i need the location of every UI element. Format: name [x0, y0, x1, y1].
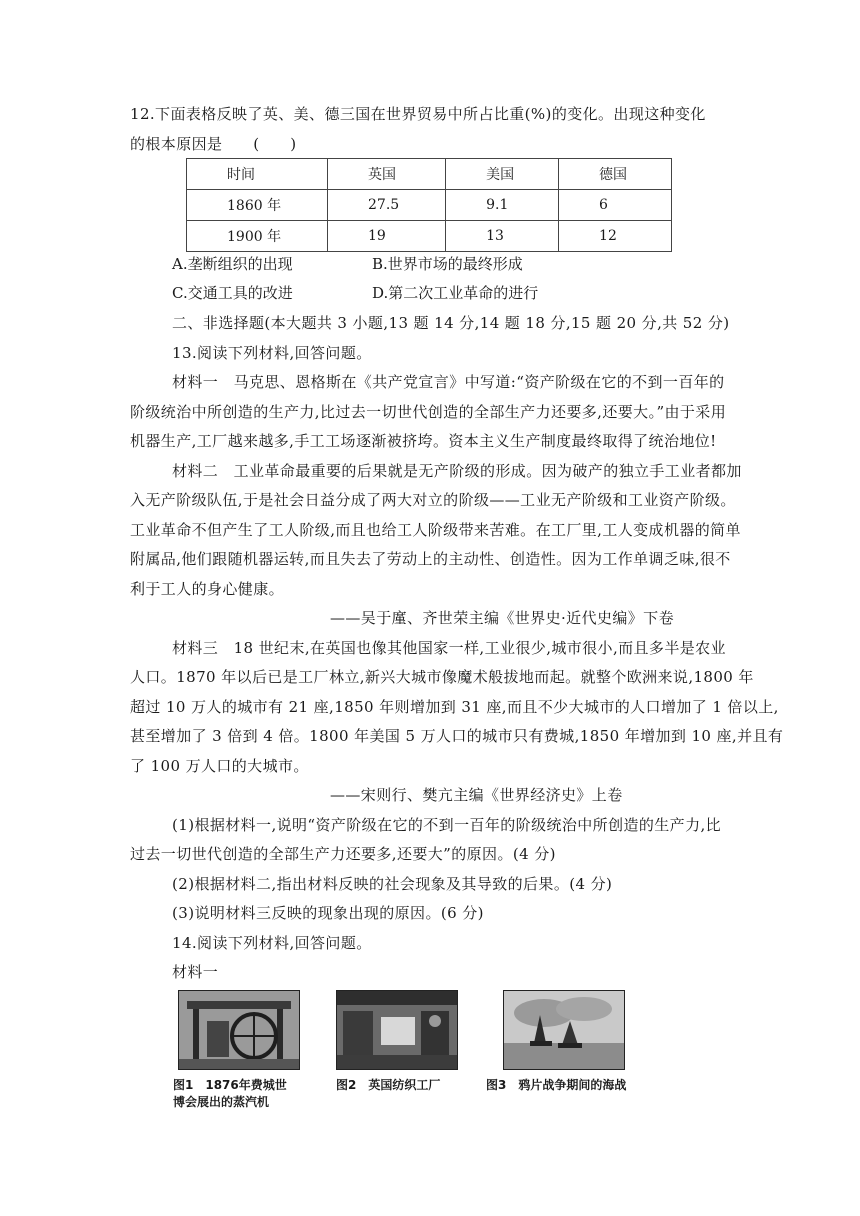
- table-header-cell: 美国: [446, 159, 559, 190]
- q13-material-2-line: 材料二 工业革命最重要的后果就是无产阶级的形成。因为破产的独立手工业者都加: [172, 462, 742, 480]
- figure-1-caption-line-2: 博会展出的蒸汽机: [173, 1095, 270, 1109]
- table-cell: 1900 年: [187, 221, 328, 252]
- q14-material-1-label: 材料一: [172, 963, 219, 981]
- q14-title: 14.阅读下列材料,回答问题。: [172, 934, 372, 952]
- figure-2-caption-line-1: 图2 英国纺织工厂: [336, 1078, 441, 1092]
- table-header-cell: 时间: [187, 159, 328, 190]
- option-b: B.世界市场的最终形成: [372, 255, 523, 273]
- table-cell: 27.5: [328, 190, 446, 221]
- q13-material-2-line: 附属品,他们跟随机器运转,而且失去了劳动上的主动性、创造性。因为工作单调乏味,很不: [130, 550, 731, 568]
- table-cell: 13: [446, 221, 559, 252]
- table-cell: 9.1: [446, 190, 559, 221]
- q13-title: 13.阅读下列材料,回答问题。: [172, 344, 372, 362]
- q13-material-3-line: 材料三 18 世纪末,在英国也像其他国家一样,工业很少,城市很小,而且多半是农业: [172, 639, 726, 657]
- naval-battle-image: [503, 990, 625, 1070]
- option-a: A.垄断组织的出现: [172, 255, 293, 273]
- steam-engine-image: [178, 990, 300, 1070]
- table-header-cell: 德国: [559, 159, 672, 190]
- q12-stem-line-2: 的根本原因是 ( ): [130, 135, 297, 153]
- q13-question-line: (1)根据材料一,说明“资产阶级在它的不到一百年的阶级统治中所创造的生产力,比: [172, 816, 722, 834]
- q13-material-1-line: 材料一 马克思、恩格斯在《共产党宣言》中写道:“资产阶级在它的不到一百年的: [172, 373, 725, 391]
- q13-material-2-line: 工业革命不但产生了工人阶级,而且也给工人阶级带来苦难。在工厂里,工人变成机器的简单: [130, 521, 741, 539]
- figure-3-caption-line-1: 图3 鸦片战争期间的海战: [486, 1078, 627, 1092]
- q12-options-row-2: [172, 283, 572, 303]
- q13-material-1-line: 阶级统治中所创造的生产力,比过去一切世代创造的全部生产力还要多,还要大。”由于采用: [130, 403, 727, 421]
- q13-material-2-line: 入无产阶级队伍,于是社会日益分成了两大对立的阶级——工业无产阶级和工业资产阶级。: [130, 491, 736, 509]
- q13-material-3-line: 人口。1870 年以后已是工厂林立,新兴大城市像魔术般拔地而起。就整个欧洲来说,1800 年: [130, 668, 754, 686]
- section-heading: 二、非选择题(本大题共 3 小题,13 题 14 分,14 题 18 分,15 题 20 分,共 52 分): [172, 314, 730, 332]
- figure-1-caption: [173, 1077, 287, 1111]
- trade-share-table: [186, 158, 672, 252]
- q12-stem-line-1: 12.下面表格反映了英、美、德三国在世界贸易中所占比重(%)的变化。出现这种变化: [130, 105, 706, 123]
- q13-question-line: (2)根据材料二,指出材料反映的社会现象及其导致的后果。(4 分): [172, 875, 613, 893]
- table-header-row: [187, 159, 672, 190]
- table-row: [187, 221, 672, 252]
- q13-material-2-line: 利于工人的身心健康。: [130, 580, 285, 598]
- q12-options-row-1: [172, 254, 572, 274]
- figure-1-caption-line-1: 图1 1876年费城世: [173, 1078, 287, 1092]
- table-cell: 6: [559, 190, 672, 221]
- table-cell: 12: [559, 221, 672, 252]
- q13-material-3-line: 超过 10 万人的城市有 21 座,1850 年则增加到 31 座,而且不少大城市的人口增加了 1 倍以上,: [130, 698, 779, 716]
- table-row: [187, 190, 672, 221]
- q13-material-3-line: 甚至增加了 3 倍到 4 倍。1800 年美国 5 万人口的城市只有费城,1850 年增加到 10 座,并且有: [130, 727, 784, 745]
- table-cell: 1860 年: [187, 190, 328, 221]
- q13-material-3-source: ——宋则行、樊亢主编《世界经济史》上卷: [330, 786, 623, 804]
- q13-question-line: 过去一切世代创造的全部生产力还要多,还要大”的原因。(4 分): [130, 845, 556, 863]
- table-header-cell: 英国: [328, 159, 446, 190]
- option-d: D.第二次工业革命的进行: [372, 284, 539, 302]
- q13-material-1-line: 机器生产,工厂越来越多,手工工场逐渐被挤垮。资本主义生产制度最终取得了统治地位!: [130, 432, 717, 450]
- table-cell: 19: [328, 221, 446, 252]
- figure-2-caption: [336, 1077, 440, 1094]
- q13-material-2-source: ——吴于廑、齐世荣主编《世界史·近代史编》下卷: [330, 609, 674, 627]
- q13-material-3-line: 了 100 万人口的大城市。: [130, 757, 309, 775]
- q13-question-line: (3)说明材料三反映的现象出现的原因。(6 分): [172, 904, 484, 922]
- textile-factory-image: [336, 990, 458, 1070]
- option-c: C.交通工具的改进: [172, 284, 293, 302]
- figure-3-caption: [486, 1077, 626, 1094]
